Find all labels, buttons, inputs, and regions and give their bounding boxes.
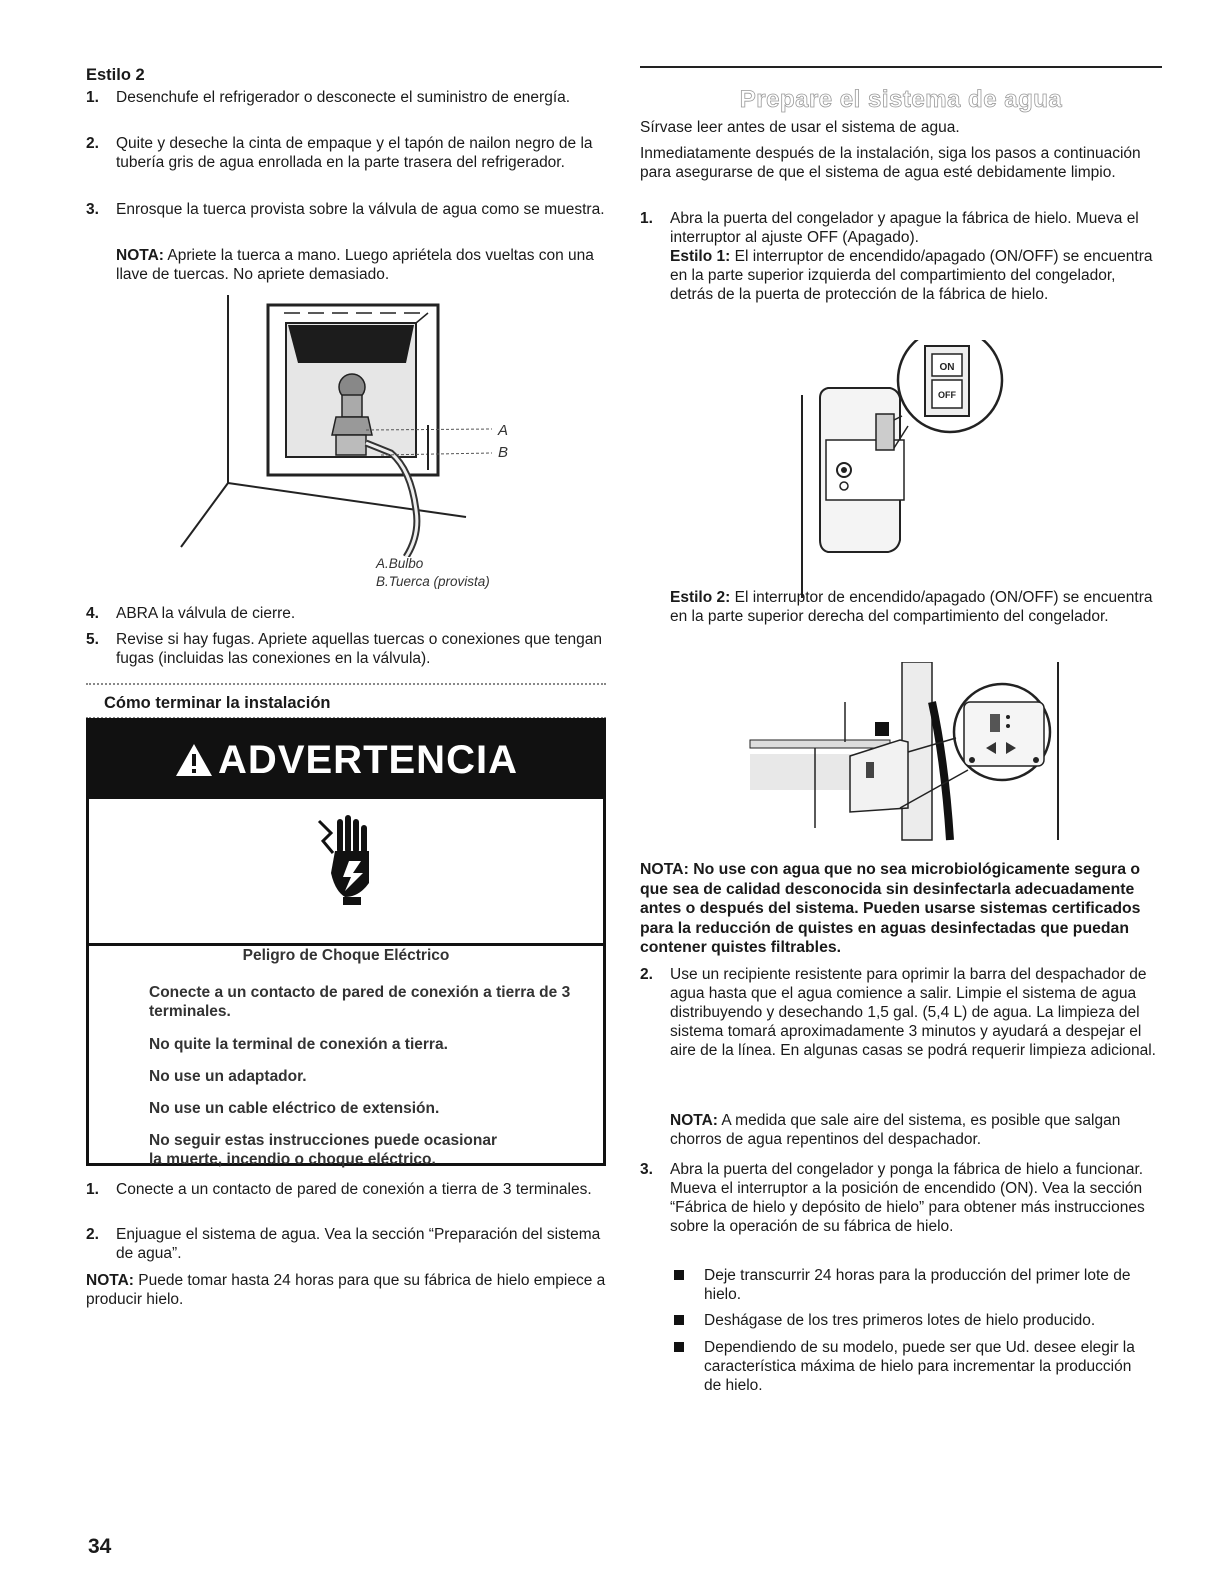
step-number: 3. <box>86 201 99 218</box>
bullet-item <box>674 1266 1160 1304</box>
note-paragraph <box>86 246 606 284</box>
step-number: 3. <box>640 1161 653 1178</box>
step-number: 2. <box>86 1226 99 1243</box>
final-note <box>86 1271 606 1309</box>
step-number: 1. <box>86 1181 99 1198</box>
step-text: Abra la puerta del congelador y apague la fábrica de hielo. Mueva el interruptor al ajuste OFF (Apagado). <box>670 210 1139 246</box>
list-item <box>640 1160 1160 1236</box>
warning-icon-area <box>89 799 603 946</box>
bullet-item <box>674 1311 1160 1330</box>
step-text: Quite y deseche la cinta de empaque y el tapón de nailon negro de la tubería gris de agua enrollada en la parte trasera del refrigerador. <box>116 135 593 171</box>
step-number: 2. <box>640 966 653 983</box>
bold-note: NOTA: No use con agua que no sea microbiológicamente segura o que sea de calidad desconocida sin desinfectarla adecuadamente antes o después del sistema. Pueden usarse sistemas certificados para la reducción de quistes en aguas desinfectadas que puedan contener quistes filtrables. <box>640 861 1141 956</box>
caption-a: A.Bulbo <box>376 556 424 571</box>
step-text: Desenchufe el refrigerador o desconecte el suministro de energía. <box>116 89 571 106</box>
list-item <box>86 604 606 623</box>
switch-on-label: ON <box>939 362 955 373</box>
step-number: 1. <box>86 89 99 106</box>
warning-line: No use un adaptador. <box>149 1068 307 1085</box>
bullet-icon <box>674 1342 684 1352</box>
section-heading-prepare: Prepare el sistema de agua <box>739 86 1063 113</box>
warning-line: No seguir estas instrucciones puede ocasionar la muerte, incendio o choque eléctrico. <box>149 1132 498 1168</box>
intro-paragraph: Sírvase leer antes de usar el sistema de agua. <box>640 119 960 136</box>
step-text: Conecte a un contacto de pared de conexión a tierra de 3 terminales. <box>116 1181 592 1198</box>
label-b: B <box>498 444 509 461</box>
step-number: 2. <box>86 135 99 152</box>
warning-header <box>89 721 603 799</box>
hazard-title: Peligro de Choque Eléctrico <box>242 947 450 964</box>
valve-illustration <box>176 295 516 557</box>
step-text: Enrosque la tuerca provista sobre la válvula de agua como se muestra. <box>116 201 605 218</box>
estilo2-label: Estilo 2: <box>670 589 731 606</box>
warning-triangle-icon <box>174 742 214 778</box>
estilo1-text: El interruptor de encendido/apagado (ON/OFF) se encuentra en la parte superior izquierda del compartimiento del congelador, detrás de la puerta de protección de la fábrica de hielo. <box>670 248 1153 303</box>
note-label: NOTA: <box>116 247 164 264</box>
switch-style1-illustration <box>790 340 1010 600</box>
note-label: NOTA: <box>670 1112 718 1129</box>
bullet-text: Deshágase de los tres primeros lotes de hielo producido. <box>704 1312 1096 1329</box>
warning-line: Conecte a un contacto de pared de conexión a tierra de 3 terminales. <box>149 984 571 1020</box>
step-number: 1. <box>640 210 653 227</box>
bullet-item <box>674 1338 1160 1395</box>
electric-shock-hand-icon <box>309 811 379 907</box>
note-text: Apriete la tuerca a mano. Luego apriétela dos vueltas con una llave de tuercas. No apriete demasiado. <box>116 247 594 283</box>
warning-line: No use un cable eléctrico de extensión. <box>149 1100 440 1117</box>
bullet-text: Dependiendo de su modelo, puede ser que Ud. desee elegir la característica máxima de hielo para incrementar la producción de hielo. <box>704 1339 1135 1394</box>
step-text: Use un recipiente resistente para oprimir la barra del despachador de agua hasta que el agua comience a salir. Limpie el sistema de agua distribuyendo y desechando 1,5 gal. (5,4 L) de agua. La limpieza del sistema tomará aproximadamente 3 minutos y ayudará a despejar el aire de la línea. En algunas casas se podrá requerir limpieza adicional. <box>670 966 1156 1059</box>
switch-style2-illustration <box>740 662 1070 842</box>
list-item <box>640 965 1160 1060</box>
section-heading-estilo2: Estilo 2 <box>86 66 145 84</box>
bullet-icon <box>674 1315 684 1325</box>
list-item <box>86 200 606 219</box>
step-text: Revise si hay fugas. Apriete aquellas tuercas o conexiones que tengan fugas (incluidas las conexiones en la válvula). <box>116 631 602 667</box>
top-rule <box>640 66 1162 68</box>
step-number: 5. <box>86 631 99 648</box>
step-number: 4. <box>86 605 99 622</box>
subheading: Cómo terminar la instalación <box>104 694 331 712</box>
warning-line: No quite la terminal de conexión a tierra. <box>149 1036 448 1053</box>
list-item <box>86 1225 606 1263</box>
page-number: 34 <box>88 1535 112 1558</box>
bullet-text: Deje transcurrir 24 horas para la producción del primer lote de hielo. <box>704 1267 1131 1303</box>
bullet-icon <box>674 1270 684 1280</box>
list-item <box>86 1180 606 1199</box>
estilo1-paragraph <box>670 247 1160 304</box>
list-item <box>86 88 606 107</box>
list-item <box>86 630 606 668</box>
step-text: Enjuague el sistema de agua. Vea la sección “Preparación del sistema de agua”. <box>116 1226 601 1262</box>
estilo1-label: Estilo 1: <box>670 248 731 265</box>
step-text: ABRA la válvula de cierre. <box>116 605 296 622</box>
note-text: Puede tomar hasta 24 horas para que su fábrica de hielo empiece a producir hielo. <box>86 1272 606 1308</box>
switch-off-label: OFF <box>938 390 956 400</box>
estilo2-text: El interruptor de encendido/apagado (ON/OFF) se encuentra en la parte superior derecha del compartimiento del congelador. <box>670 589 1153 625</box>
estilo2-paragraph <box>640 588 1160 626</box>
step-text: Abra la puerta del congelador y ponga la fábrica de hielo a funcionar. Mueva el interruptor a la posición de encendido (ON). Vea la sección “Fábrica de hielo y depósito de hielo” para obtener más instrucciones sobre la operación de su fábrica de hielo. <box>670 1161 1145 1235</box>
list-item <box>86 134 606 172</box>
note-label: NOTA: <box>86 1272 134 1289</box>
list-item <box>640 209 1160 304</box>
caption-b: B.Tuerca (provista) <box>376 574 490 589</box>
label-a: A <box>498 422 509 439</box>
warning-box <box>86 718 606 1166</box>
note-paragraph <box>640 1111 1160 1149</box>
warning-title: ADVERTENCIA <box>218 737 518 782</box>
divider <box>86 683 606 685</box>
note-text: A medida que sale aire del sistema, es posible que salgan chorros de agua repentinos del despachador. <box>670 1112 1121 1148</box>
intro-paragraph: Inmediatamente después de la instalación, siga los pasos a continuación para asegurarse de que el sistema de agua esté debidamente limpio. <box>640 145 1141 181</box>
